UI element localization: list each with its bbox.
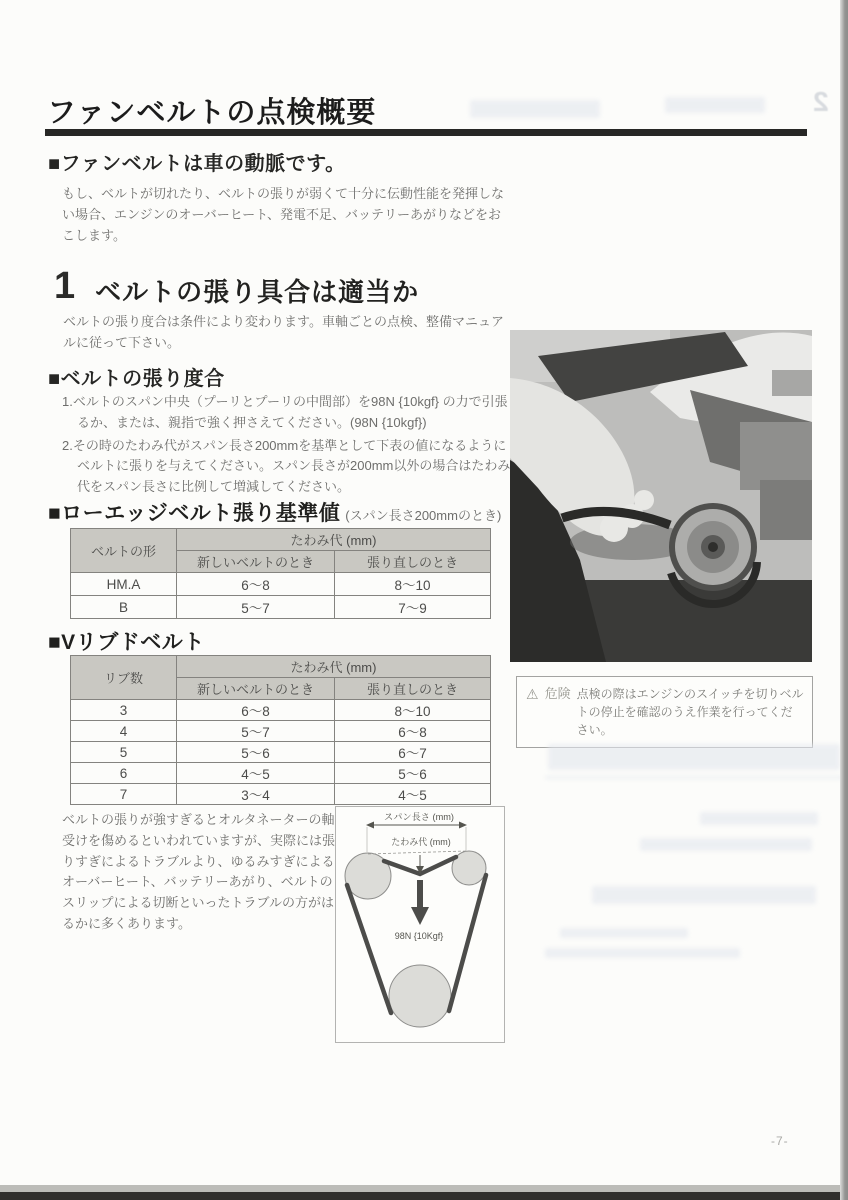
intro-paragraph: もし、ベルトが切れたり、ベルトの張りが弱くて十分に伝動性能を発揮しない場合、エンジンのオーバーヒート、発電不足、バッテリーあがりなどをおこします。 [62, 186, 505, 243]
danger-label: 危険 [544, 686, 571, 701]
page-number: -7- [771, 1134, 789, 1148]
section-1-header [54, 267, 419, 309]
table-cell: 7 [71, 784, 177, 805]
bleed-through-smudge [592, 886, 816, 904]
subheader-cell: 新しいベルトのとき [177, 678, 335, 700]
table-cell: 4〜5 [335, 784, 491, 805]
subheader-cell: 張り直しのとき [335, 551, 491, 573]
bleed-through-smudge [548, 744, 840, 770]
table-cell: 5〜6 [177, 742, 335, 763]
scan-edge-strip [840, 0, 848, 1200]
low-edge-table-note: (スパン長さ200mmのとき) [345, 508, 502, 523]
intro-heading: ■ファンベルトは車の動脈です。 [48, 153, 346, 175]
table-cell: 8〜10 [335, 573, 491, 596]
table-header-row [71, 656, 491, 678]
table-cell: 5 [71, 742, 177, 763]
bleed-through-smudge [665, 97, 765, 113]
belt-inspection-photo [510, 330, 812, 662]
warning-triangle-icon: ⚠ [526, 686, 539, 702]
low-edge-belt-table [70, 528, 491, 619]
finger [634, 490, 654, 510]
deflection-label: たわみ代 (mm) [391, 837, 451, 847]
bleed-through-tab-number: 2 [813, 86, 829, 117]
table-cell: B [71, 596, 177, 619]
table-row [71, 721, 491, 742]
span-length-label: スパン長さ (mm) [384, 812, 454, 822]
table-cell: 8〜10 [335, 700, 491, 721]
table-cell: 4〜5 [177, 763, 335, 784]
corner-header-cell: リブ数 [71, 656, 177, 700]
tension-instructions [62, 392, 516, 500]
tension-instruction-2: 2.その時のたわみ代がスパン長さ200mmを基準として下表の値になるようにベルトに張りを与えてください。スパン長さが200mm以外の場合はたわみ代をスパン長さに比例して増減してください。 [62, 437, 511, 495]
table-cell: 6〜7 [335, 742, 491, 763]
corner-header-cell: ベルトの形 [71, 529, 177, 573]
tension-heading: ■ベルトの張り度合 [48, 368, 225, 390]
page-title: ファンベルトの点検概要 [47, 97, 377, 129]
section-heading: ベルトの張り具合は適当か [95, 277, 420, 307]
bleed-through-smudge [470, 100, 600, 118]
pulley-bolt [708, 542, 718, 552]
tension-instruction-1: 1.ベルトのスパン中央（プーリとプーリの中間部）を98N {10kgf} の力で引張るか、または、親指で強く押さえてください。(98N {10kgf}) [62, 394, 508, 430]
table-row [71, 596, 491, 619]
table-cell: 6〜8 [177, 573, 335, 596]
crank-pulley [669, 503, 757, 591]
table-cell: 6 [71, 763, 177, 784]
table-cell: 5〜7 [177, 721, 335, 742]
bleed-through-smudge [700, 812, 818, 825]
table-row [71, 784, 491, 805]
section-number: 1 [54, 265, 76, 307]
scan-edge-band [0, 1192, 848, 1200]
table-cell: 5〜6 [335, 763, 491, 784]
table-row [71, 700, 491, 721]
engine-component [740, 422, 812, 490]
table-row [71, 573, 491, 596]
bleed-through-smudge [545, 776, 843, 779]
commentary-paragraph: ベルトの張りが強すぎるとオルタネーターの軸受けを傷めるといわれていますが、実際には張りすぎによるトラブルより、ゆるみすぎによるオーバーヒート、バッテリーあがり、ベルトのスリップによる切断といったトラブルの方がはるかに多くあります。 [62, 812, 336, 931]
v-ribbed-table-heading: ■Vリブドベルト [48, 631, 205, 654]
subheader-cell: 新しいベルトのとき [177, 551, 335, 573]
table-header-row [71, 529, 491, 551]
group-header-cell: たわみ代 (mm) [177, 656, 491, 678]
force-label: 98N {10Kgf} [394, 931, 444, 941]
low-edge-table-title: ■ローエッジベルト張り基準値 [48, 502, 341, 525]
table-cell: 4 [71, 721, 177, 742]
table-cell: HM.A [71, 573, 177, 596]
engine-component [772, 370, 812, 396]
bottom-pulley [389, 965, 451, 1027]
title-rule [45, 129, 807, 136]
table-cell: 6〜8 [177, 700, 335, 721]
belt-tension-diagram [335, 806, 505, 1044]
bleed-through-smudge [545, 948, 740, 958]
low-edge-table-heading [48, 497, 501, 527]
table-cell: 5〜7 [177, 596, 335, 619]
table-row [71, 763, 491, 784]
bleed-through-smudge [640, 838, 812, 851]
table-cell: 7〜9 [335, 596, 491, 619]
scan-edge-line [0, 1185, 848, 1192]
table-cell: 3〜4 [177, 784, 335, 805]
table-cell: 6〜8 [335, 721, 491, 742]
bleed-through-smudge [560, 928, 688, 938]
table-row [71, 742, 491, 763]
group-header-cell: たわみ代 (mm) [177, 529, 491, 551]
table-cell: 3 [71, 700, 177, 721]
engine-component [760, 480, 812, 540]
v-ribbed-belt-table [70, 655, 491, 805]
danger-text: 点検の際はエンジンのスイッチを切りベルトの停止を確認のうえ作業を行ってください。 [576, 687, 804, 737]
subheader-cell: 張り直しのとき [335, 678, 491, 700]
danger-note-box [516, 676, 813, 748]
section-1-paragraph: ベルトの張り度合は条件により変わります。車軸ごとの点検、整備マニュアルに従って下さい。 [63, 314, 504, 350]
